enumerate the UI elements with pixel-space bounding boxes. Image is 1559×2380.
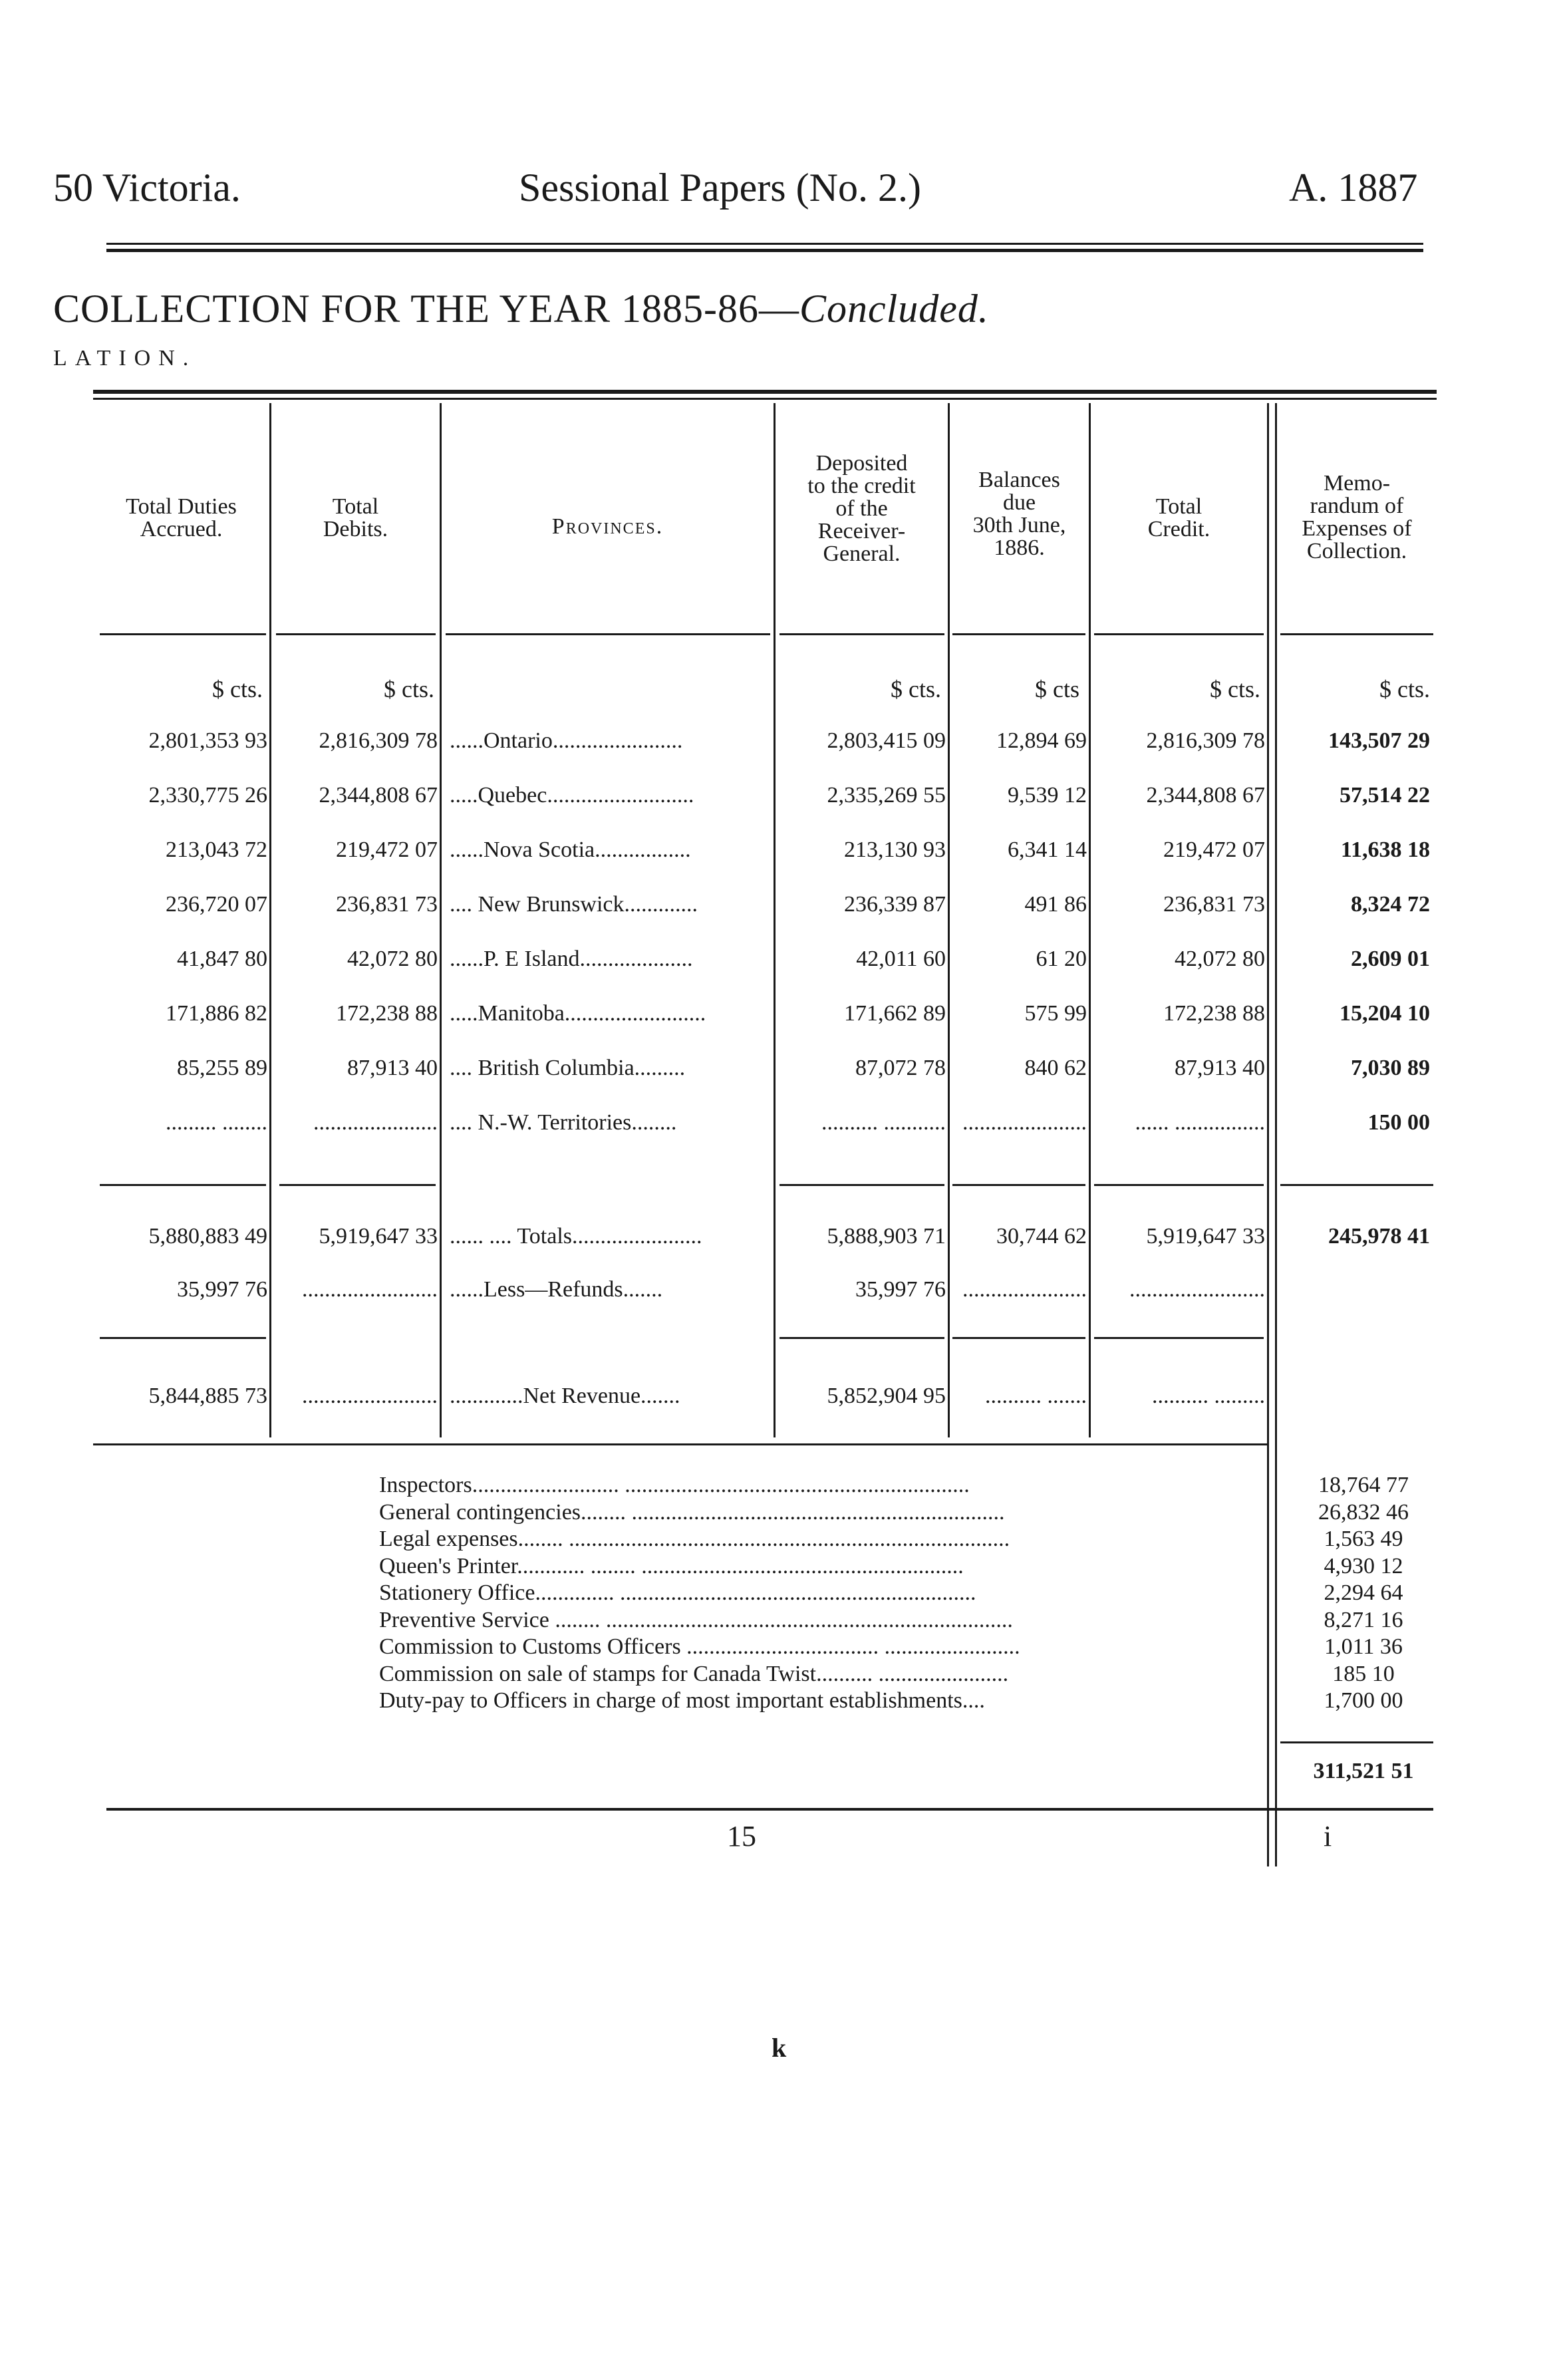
- cell-credit: 172,238 88: [1163, 1001, 1265, 1026]
- cell-province: .... British Columbia.........: [450, 1056, 686, 1080]
- col-header-debits: Total Debits.: [323, 494, 388, 541]
- totals-rule: [279, 1184, 436, 1186]
- expense-label: Queen's Printer............ ........ .........................................................: [379, 1554, 964, 1578]
- col-header-credit: Total Credit.: [1147, 494, 1210, 541]
- header-underline: [780, 633, 944, 635]
- cell-debits: 236,831 73: [336, 892, 438, 917]
- cell-duties: 236,720 07: [166, 892, 267, 917]
- expense-value: 185 10: [1332, 1661, 1395, 1686]
- cell-credit: 236,831 73: [1163, 892, 1265, 917]
- cell-balances: 12,894 69: [996, 728, 1087, 753]
- cell-memo: 143,507 29: [1328, 728, 1430, 753]
- net-deposited: 5,852,904 95: [827, 1384, 946, 1408]
- header-underline: [100, 633, 266, 635]
- cell-credit: 42,072 80: [1175, 947, 1265, 971]
- cell-memo: 11,638 18: [1340, 837, 1430, 862]
- expense-label: Legal expenses........ ..............................................................................: [379, 1527, 1010, 1551]
- col-header-deposited: Deposited to the credit of the Receiver- General.: [807, 451, 916, 566]
- totals-label: ...... .... Totals.......................: [450, 1224, 702, 1249]
- header-session: 50 Victoria.: [53, 166, 241, 210]
- expense-value: 18,764 77: [1318, 1473, 1409, 1497]
- net-rule: [1094, 1337, 1264, 1339]
- unit-label: $ cts.: [1379, 676, 1430, 702]
- net-duties: 5,844,885 73: [148, 1384, 267, 1408]
- net-debits: ........................: [302, 1384, 438, 1408]
- refunds-balances: ......................: [962, 1277, 1087, 1302]
- col-divider-6a: [1267, 403, 1269, 1866]
- unit-label: $ cts.: [384, 676, 434, 702]
- totals-balances: 30,744 62: [996, 1224, 1087, 1249]
- net-balances: .......... .......: [985, 1384, 1087, 1408]
- page-subtitle: LATION.: [53, 346, 197, 371]
- totals-rule: [1094, 1184, 1264, 1186]
- cell-deposited: 42,011 60: [856, 947, 946, 971]
- col-header-balances: Balances due 30th June, 1886.: [972, 468, 1066, 560]
- totals-debits: 5,919,647 33: [319, 1224, 438, 1249]
- totals-rule: [952, 1184, 1085, 1186]
- cell-deposited: 2,803,415 09: [827, 728, 946, 753]
- cell-deposited: 213,130 93: [844, 837, 946, 862]
- cell-debits: ......................: [313, 1110, 438, 1135]
- page-title: COLLECTION FOR THE YEAR 1885-86—Concluded.: [53, 287, 989, 331]
- totals-credit: 5,919,647 33: [1146, 1224, 1265, 1249]
- header-rule-bottom: [106, 249, 1423, 252]
- table-top-rule-2: [93, 398, 1437, 400]
- expense-value: 26,832 46: [1318, 1499, 1409, 1525]
- expense-label: Preventive Service ........ ........................................................................: [379, 1608, 1013, 1632]
- net-label: .............Net Revenue.......: [450, 1384, 680, 1408]
- refunds-debits: ........................: [302, 1277, 438, 1302]
- cell-duties: 85,255 89: [177, 1056, 267, 1080]
- cell-memo: 150 00: [1367, 1110, 1430, 1135]
- expense-label: Commission on sale of stamps for Canada Twist.......... .......................: [379, 1662, 1009, 1686]
- header-papers: Sessional Papers (No. 2.): [519, 166, 921, 210]
- cell-duties: ......... ........: [166, 1110, 267, 1135]
- cell-duties: 41,847 80: [177, 947, 267, 971]
- unit-label: $ cts.: [1210, 676, 1260, 702]
- totals-rule: [780, 1184, 944, 1186]
- expense-label: General contingencies........ ..................................................................: [379, 1500, 1005, 1525]
- signature-mark: i: [1324, 1820, 1332, 1853]
- cell-balances: ......................: [962, 1110, 1087, 1135]
- refunds-label: ......Less—Refunds.......: [450, 1277, 663, 1302]
- header-underline: [1280, 633, 1433, 635]
- cell-province: .....Quebec..........................: [450, 783, 694, 808]
- cell-duties: 2,330,775 26: [148, 783, 267, 808]
- header-underline: [446, 633, 770, 635]
- refunds-credit: ........................: [1129, 1277, 1265, 1302]
- cell-duties: 2,801,353 93: [148, 728, 267, 753]
- expense-label: Commission to Customs Officers .................................. ........................: [379, 1635, 1020, 1659]
- net-rule: [780, 1337, 944, 1339]
- cell-memo: 2,609 01: [1351, 947, 1430, 971]
- expense-value: 1,011 36: [1324, 1634, 1403, 1659]
- cell-memo: 7,030 89: [1351, 1056, 1430, 1080]
- cell-balances: 491 86: [1024, 892, 1087, 917]
- col-header-memo: Memo- randum of Expenses of Collection.: [1302, 471, 1412, 563]
- cell-deposited: 171,662 89: [844, 1001, 946, 1026]
- refunds-duties: 35,997 76: [177, 1277, 267, 1302]
- net-credit: .......... .........: [1152, 1384, 1265, 1408]
- cell-credit: 2,816,309 78: [1146, 728, 1265, 753]
- net-rule: [100, 1337, 266, 1339]
- totals-memo: 245,978 41: [1328, 1224, 1430, 1249]
- cell-deposited: 236,339 87: [844, 892, 946, 917]
- cell-balances: 9,539 12: [1008, 783, 1087, 808]
- cell-debits: 42,072 80: [347, 947, 438, 971]
- expense-value: 1,563 49: [1324, 1527, 1403, 1551]
- cell-duties: 213,043 72: [166, 837, 267, 862]
- cell-credit: ...... ................: [1135, 1110, 1265, 1135]
- header-rule-top: [106, 243, 1423, 245]
- cell-credit: 87,913 40: [1175, 1056, 1265, 1080]
- cell-province: ......Ontario.......................: [450, 728, 683, 753]
- cell-debits: 87,913 40: [347, 1056, 438, 1080]
- bottom-mark: k: [772, 2033, 787, 2063]
- cell-debits: 2,816,309 78: [319, 728, 438, 753]
- cell-province: .... N.-W. Territories........: [450, 1110, 677, 1135]
- totals-duties: 5,880,883 49: [148, 1224, 267, 1249]
- refunds-deposited: 35,997 76: [855, 1277, 946, 1302]
- header-underline: [952, 633, 1085, 635]
- cell-debits: 172,238 88: [336, 1001, 438, 1026]
- cell-province: ......P. E Island....................: [450, 947, 693, 971]
- cell-province: .... New Brunswick.............: [450, 892, 698, 917]
- page-bottom-rule: [106, 1808, 1433, 1811]
- cell-deposited: .......... ...........: [821, 1110, 946, 1135]
- header-underline: [276, 633, 436, 635]
- cell-deposited: 87,072 78: [855, 1056, 946, 1080]
- totals-deposited: 5,888,903 71: [827, 1224, 946, 1249]
- cell-deposited: 2,335,269 55: [827, 783, 946, 808]
- totals-rule: [1280, 1184, 1433, 1186]
- expense-value: 1,700 00: [1324, 1688, 1403, 1713]
- grand-total-rule: [1280, 1741, 1433, 1743]
- page-number: 15: [727, 1820, 756, 1853]
- cell-balances: 840 62: [1024, 1056, 1087, 1080]
- cell-credit: 219,472 07: [1163, 837, 1265, 862]
- cell-balances: 575 99: [1024, 1001, 1087, 1026]
- unit-label: $ cts: [1035, 676, 1079, 702]
- cell-memo: 15,204 10: [1340, 1001, 1430, 1026]
- table-top-rule: [93, 390, 1437, 394]
- expense-value: 8,271 16: [1324, 1607, 1403, 1632]
- grand-total: 311,521 51: [1313, 1759, 1414, 1783]
- unit-label: $ cts.: [212, 676, 263, 702]
- cell-debits: 2,344,808 67: [319, 783, 438, 808]
- col-header-provinces: Provinces.: [551, 514, 664, 539]
- cell-balances: 6,341 14: [1008, 837, 1087, 862]
- cell-memo: 57,514 22: [1340, 783, 1430, 808]
- header-year: A. 1887: [1289, 166, 1418, 210]
- cell-province: ......Nova Scotia.................: [450, 837, 691, 862]
- unit-label: $ cts.: [891, 676, 941, 702]
- col-header-duties: Total Duties Accrued.: [126, 494, 237, 541]
- col-divider-2: [440, 403, 442, 1437]
- cell-duties: 171,886 82: [166, 1001, 267, 1026]
- cell-debits: 219,472 07: [336, 837, 438, 862]
- expense-label: Duty-pay to Officers in charge of most important establishments....: [379, 1689, 985, 1713]
- expense-label: Inspectors.......................... .............................................................: [379, 1473, 970, 1497]
- header-underline: [1094, 633, 1264, 635]
- cell-memo: 8,324 72: [1351, 892, 1430, 917]
- expense-label: Stationery Office.............. ...............................................................: [379, 1581, 976, 1605]
- totals-rule: [100, 1184, 266, 1186]
- expense-value: 4,930 12: [1324, 1553, 1403, 1578]
- table-bottom-rule: [93, 1443, 1267, 1445]
- cell-balances: 61 20: [1036, 947, 1087, 971]
- net-rule: [952, 1337, 1085, 1339]
- expense-value: 2,294 64: [1324, 1580, 1403, 1605]
- cell-province: .....Manitoba.........................: [450, 1001, 706, 1026]
- cell-credit: 2,344,808 67: [1146, 783, 1265, 808]
